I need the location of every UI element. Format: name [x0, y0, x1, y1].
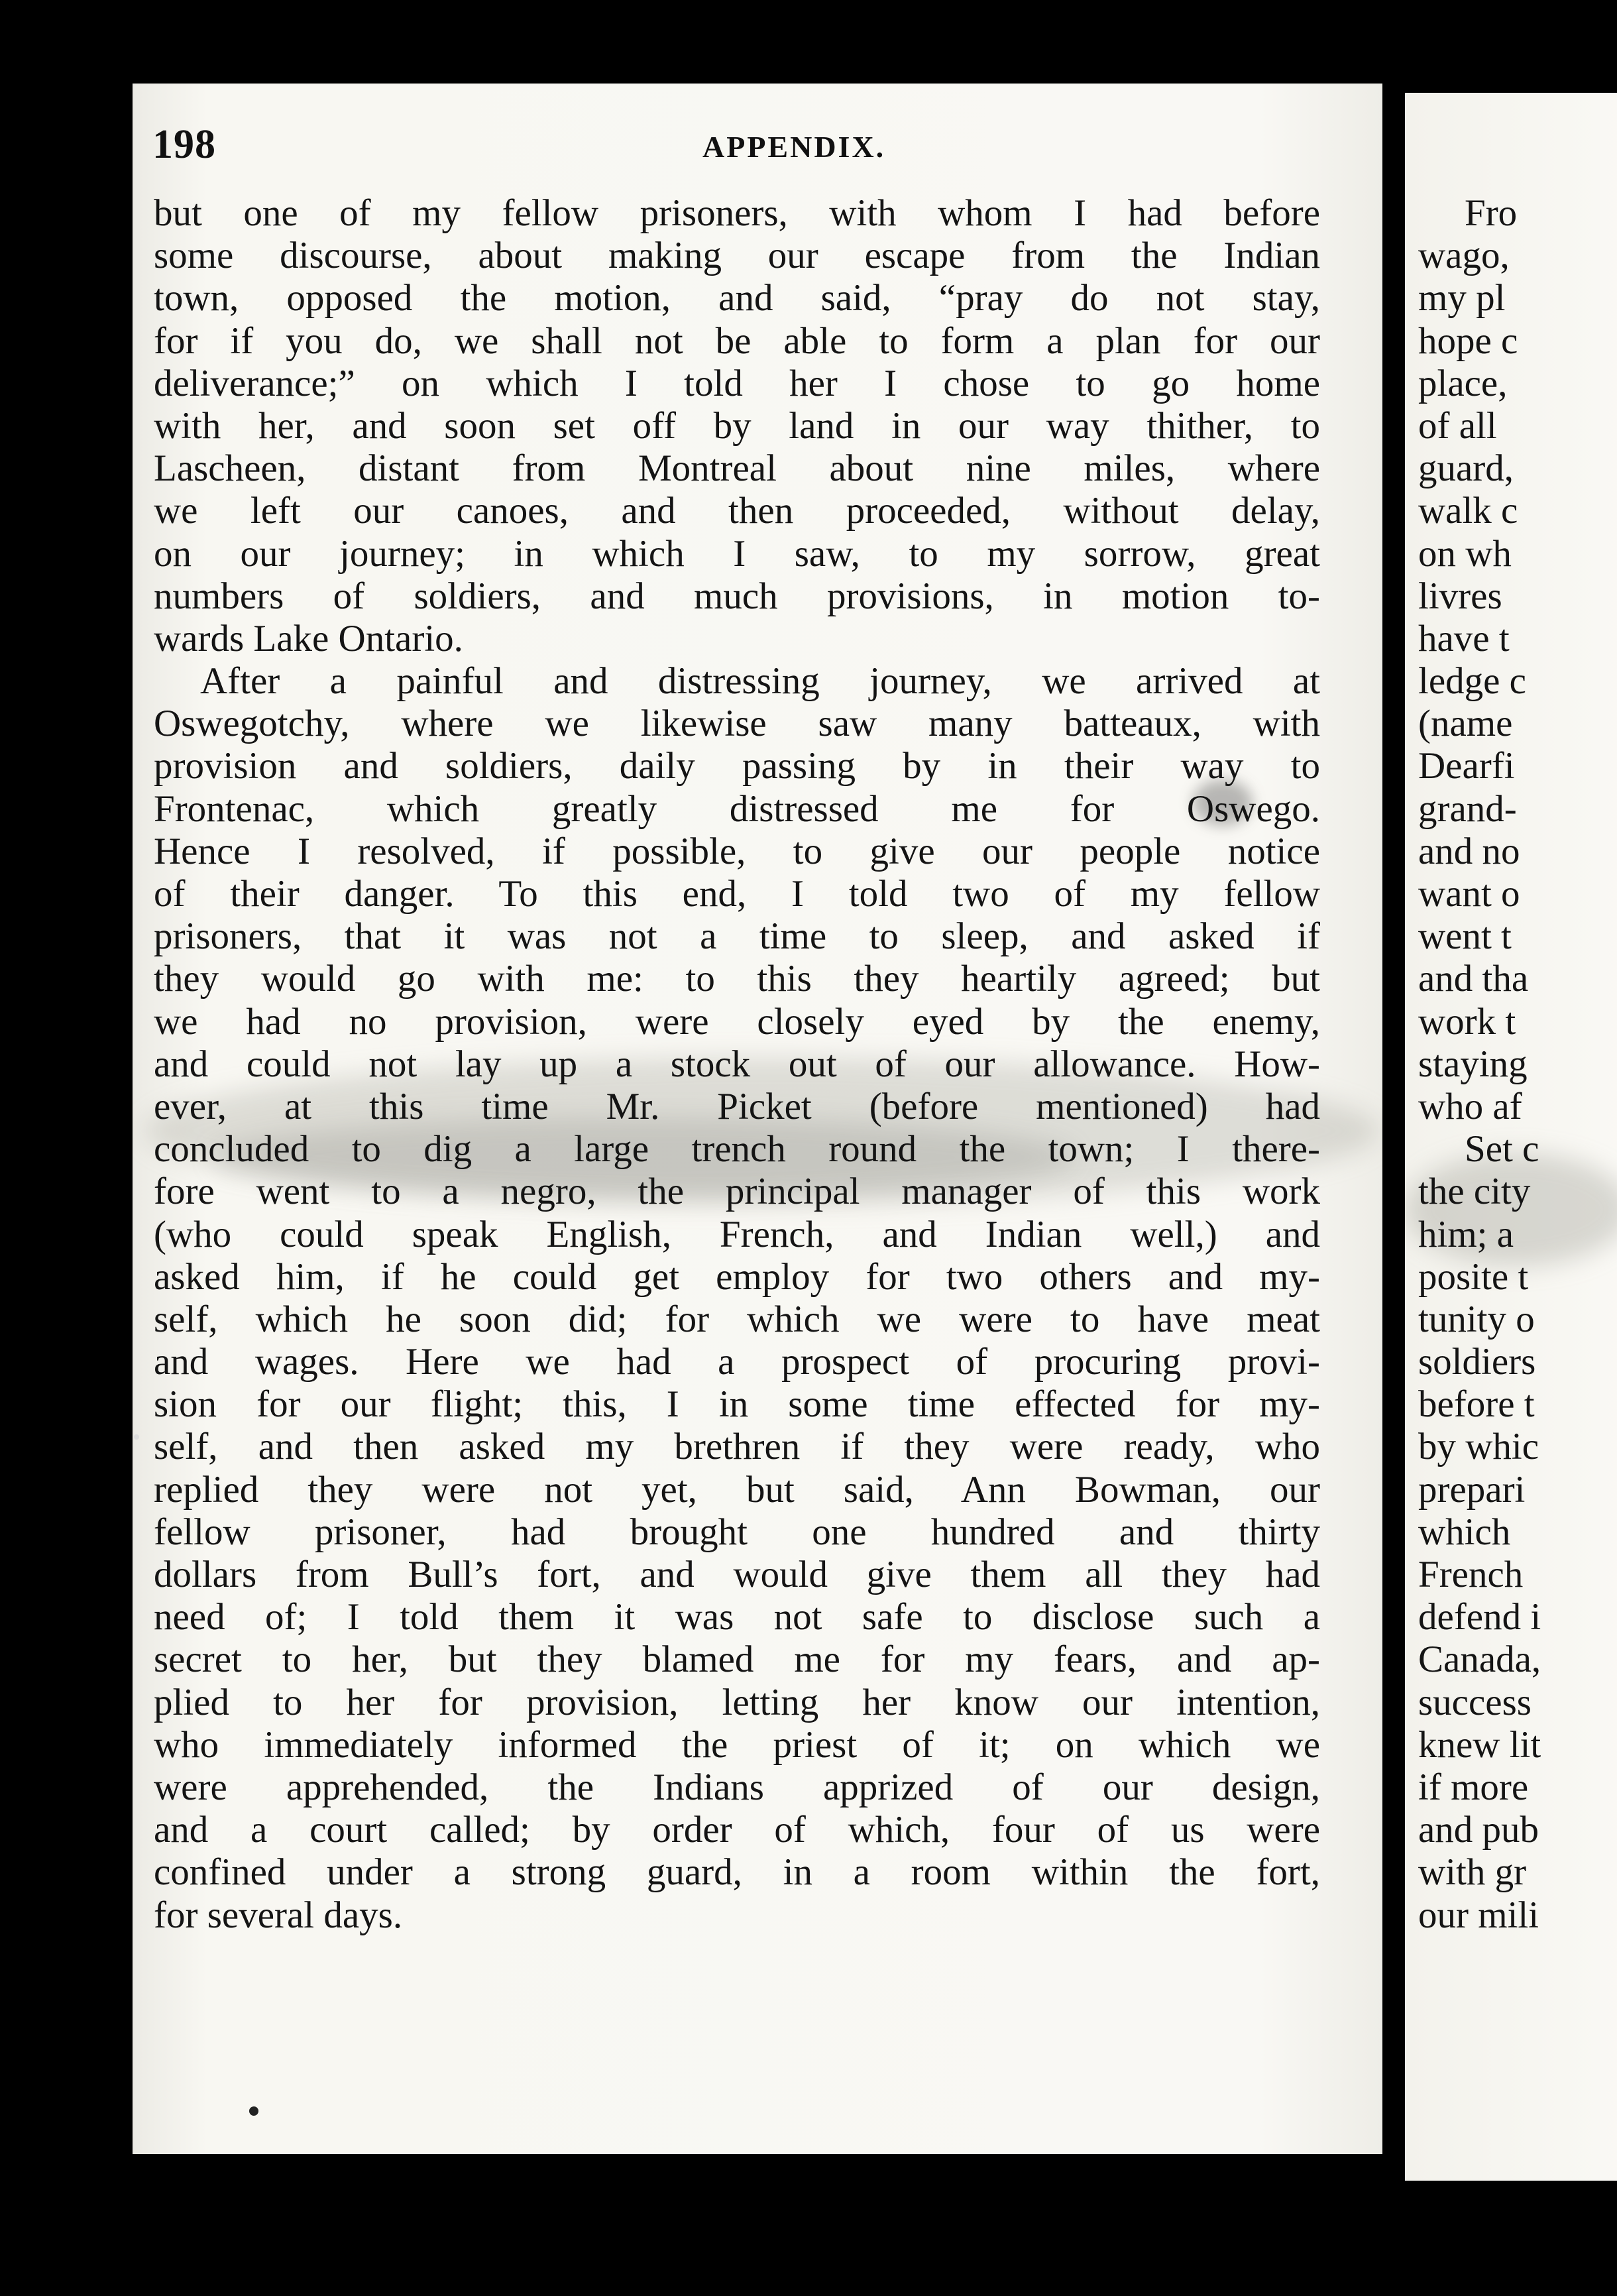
- text-line: After a painful and distressing journey, we arrived at: [200, 660, 1320, 703]
- text-line: him; a: [1418, 1213, 1514, 1255]
- text-line: posite t: [1418, 1255, 1529, 1298]
- text-line: but one of my fellow prisoners, with whom I had before: [154, 192, 1320, 234]
- text-line: fellow prisoner, had brought one hundred and thirty: [154, 1511, 1320, 1553]
- text-line: Fro: [1465, 192, 1518, 234]
- text-line: guard,: [1418, 447, 1514, 490]
- text-line: and wages. Here we had a prospect of procuring provi-: [154, 1341, 1320, 1383]
- text-line: (who could speak English, French, and Indian well,) and: [154, 1213, 1320, 1255]
- text-line: and could not lay up a stock out of our allowance. How-: [154, 1043, 1320, 1085]
- text-line: with her, and soon set off by land in our way thither, to: [154, 404, 1320, 447]
- text-line: livres: [1418, 575, 1502, 617]
- text-line: Set c: [1465, 1128, 1539, 1171]
- text-line: provision and soldiers, daily passing by in their way to: [154, 745, 1320, 787]
- text-line: and no: [1418, 830, 1520, 872]
- text-line: which: [1418, 1511, 1511, 1553]
- text-line: of their danger. To this end, I told two of my fellow: [154, 873, 1320, 915]
- facing-page-text: [1418, 192, 1617, 1937]
- text-line: the city: [1418, 1171, 1531, 1213]
- text-line: asked him, if he could get employ for two others and my-: [154, 1255, 1320, 1298]
- text-line: by whic: [1418, 1426, 1539, 1468]
- text-line: replied they were not yet, but said, Ann Bowman, our: [154, 1468, 1320, 1511]
- text-line: of all: [1418, 404, 1497, 447]
- text-line: French: [1418, 1554, 1524, 1595]
- page-header: [152, 121, 1253, 174]
- text-line: for if you do, we shall not be able to form a plan for our: [154, 319, 1320, 362]
- text-line: (name: [1418, 703, 1513, 745]
- text-line: numbers of soldiers, and much provisions, in motion to-: [154, 575, 1320, 617]
- text-line: our mili: [1418, 1894, 1539, 1936]
- ink-speck: [249, 2106, 258, 2116]
- text-line: staying: [1418, 1043, 1528, 1085]
- text-line: with gr: [1418, 1851, 1527, 1894]
- text-line: plied to her for provision, letting her know our intention,: [154, 1681, 1320, 1723]
- text-line: place,: [1418, 362, 1508, 404]
- text-line: Hence I resolved, if possible, to give our people notice: [154, 830, 1320, 872]
- text-line: some discourse, about making our escape from the Indian: [154, 235, 1320, 277]
- ink-speck: [134, 1434, 139, 1440]
- text-line: dollars from Bull’s fort, and would give them all they had: [154, 1554, 1320, 1595]
- text-line: on our journey; in which I saw, to my sorrow, great: [154, 532, 1320, 575]
- text-line: they would go with me: to this they heartily agreed; but: [154, 958, 1320, 1000]
- text-line: my pl: [1418, 277, 1506, 319]
- text-line: who af: [1418, 1085, 1522, 1127]
- text-line: wago,: [1418, 235, 1510, 277]
- text-line: Lascheen, distant from Montreal about nine miles, where: [154, 447, 1320, 490]
- running-head: APPENDIX.: [702, 130, 886, 164]
- text-line: want o: [1418, 873, 1520, 915]
- text-line: confined under a strong guard, in a room within the fort,: [154, 1851, 1320, 1894]
- text-line: concluded to dig a large trench round the town; I there-: [154, 1128, 1320, 1171]
- text-line: prisoners, that it was not a time to sleep, and asked if: [154, 915, 1320, 958]
- text-line: we had no provision, were closely eyed by the enemy,: [154, 1000, 1320, 1043]
- text-line: self, and then asked my brethren if they were ready, who: [154, 1426, 1320, 1468]
- text-line: secret to her, but they blamed me for my fears, and ap-: [154, 1638, 1320, 1681]
- text-line: wards Lake Ontario.: [154, 617, 463, 660]
- text-line: Oswegotchy, where we likewise saw many batteaux, with: [154, 703, 1320, 745]
- text-line: were apprehended, the Indians apprized of our design,: [154, 1766, 1320, 1808]
- text-line: sion for our flight; this, I in some time effected for my-: [154, 1383, 1320, 1426]
- text-line: walk c: [1418, 490, 1518, 532]
- text-line: and a court called; by order of which, four of us were: [154, 1809, 1320, 1851]
- text-line: soldiers: [1418, 1341, 1536, 1383]
- text-line: ever, at this time Mr. Picket (before mentioned) had: [154, 1085, 1320, 1127]
- text-line: on wh: [1418, 532, 1512, 575]
- text-line: success: [1418, 1681, 1532, 1723]
- text-line: for several days.: [154, 1894, 403, 1936]
- text-line: Frontenac, which greatly distressed me for Oswego.: [154, 787, 1320, 830]
- text-line: and tha: [1418, 958, 1529, 1000]
- text-line: hope c: [1418, 319, 1518, 362]
- text-line: deliverance;” on which I told her I chose to go home: [154, 362, 1320, 404]
- text-line: work t: [1418, 1000, 1516, 1043]
- text-line: knew lit: [1418, 1723, 1541, 1766]
- text-line: defend i: [1418, 1596, 1541, 1638]
- text-line: tunity o: [1418, 1298, 1535, 1340]
- text-line: and pub: [1418, 1809, 1539, 1851]
- text-line: grand-: [1418, 787, 1517, 830]
- text-line: Dearfi: [1418, 745, 1515, 787]
- text-line: went t: [1418, 915, 1512, 958]
- page-number: 198: [152, 122, 216, 167]
- text-line: Canada,: [1418, 1638, 1541, 1681]
- text-line: who immediately informed the priest of it; on which we: [154, 1723, 1320, 1766]
- text-line: ledge c: [1418, 660, 1526, 703]
- text-line: need of; I told them it was not safe to disclose such a: [154, 1596, 1320, 1638]
- text-line: self, which he soon did; for which we were to have meat: [154, 1298, 1320, 1340]
- text-line: town, opposed the motion, and said, “pray do not stay,: [154, 277, 1320, 319]
- text-line: before t: [1418, 1383, 1535, 1426]
- text-line: we left our canoes, and then proceeded, without delay,: [154, 490, 1320, 532]
- text-line: fore went to a negro, the principal manager of this work: [154, 1171, 1320, 1213]
- text-line: if more: [1418, 1766, 1529, 1808]
- body-text: [154, 192, 1320, 1937]
- text-line: have t: [1418, 617, 1510, 660]
- text-line: prepari: [1418, 1468, 1526, 1511]
